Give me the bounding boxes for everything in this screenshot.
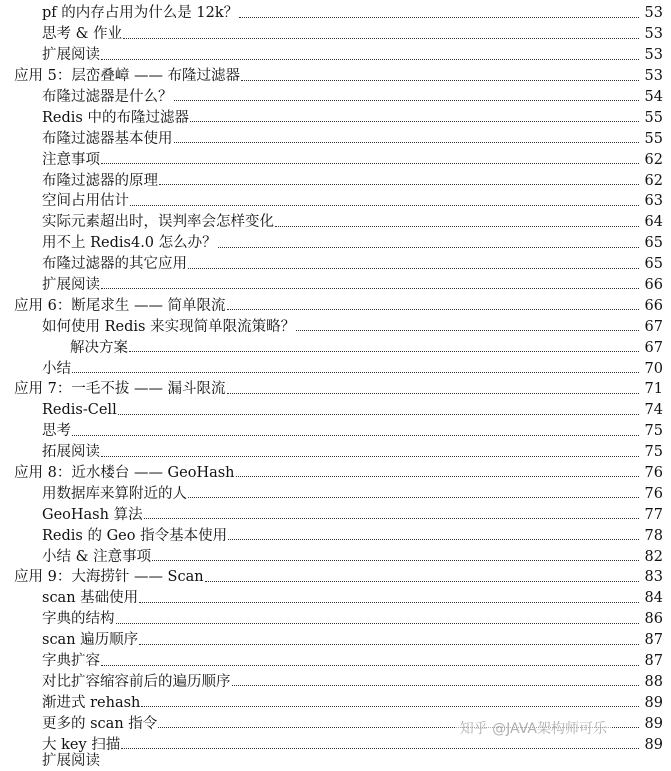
toc-entry-title: GeoHash 算法 bbox=[42, 506, 143, 523]
toc-page-number: 75 bbox=[644, 444, 663, 461]
toc-page-number: 86 bbox=[644, 611, 663, 628]
toc-chapter-entry[interactable] bbox=[0, 295, 671, 316]
toc-dot-leader bbox=[236, 475, 639, 477]
cut-off-toc-line: 扩展阅读 bbox=[42, 753, 100, 769]
toc-entry-title: 应用 8：近水楼台 —— GeoHash bbox=[14, 465, 235, 482]
toc-dot-leader bbox=[123, 37, 639, 39]
toc-entry-title: 字典扩容 bbox=[42, 653, 100, 670]
toc-dot-leader bbox=[227, 392, 639, 394]
toc-page-number: 77 bbox=[644, 506, 663, 523]
toc-dot-leader bbox=[116, 622, 640, 624]
toc-page-number: 82 bbox=[644, 548, 663, 565]
toc-entry-title: 思考 bbox=[42, 423, 71, 440]
toc-page-number: 54 bbox=[644, 89, 663, 105]
toc-section-entry[interactable] bbox=[0, 400, 671, 421]
toc-dot-leader bbox=[118, 413, 639, 415]
toc-page-number: 65 bbox=[644, 256, 663, 273]
toc-dot-leader bbox=[129, 350, 639, 352]
toc-dot-leader bbox=[72, 434, 639, 436]
toc-dot-leader bbox=[141, 705, 639, 707]
toc-dot-leader bbox=[130, 204, 639, 206]
toc-page-number: 55 bbox=[644, 109, 663, 126]
toc-page-number: 88 bbox=[644, 673, 663, 690]
toc-dot-leader bbox=[228, 538, 639, 540]
toc-section-entry[interactable] bbox=[0, 546, 671, 567]
toc-page-number: 67 bbox=[644, 339, 663, 356]
toc-page-number: 64 bbox=[644, 214, 663, 231]
toc-section-entry[interactable] bbox=[0, 504, 671, 525]
toc-dot-leader bbox=[72, 371, 639, 373]
toc-section-entry[interactable] bbox=[0, 316, 671, 337]
toc-section-entry[interactable] bbox=[0, 358, 671, 379]
toc-entry-title: 更多的 scan 指令 bbox=[42, 715, 158, 732]
toc-page-number: 71 bbox=[644, 381, 663, 398]
toc-entry-title: 扩展阅读 bbox=[42, 277, 100, 294]
toc-dot-leader bbox=[218, 246, 639, 248]
toc-dot-leader bbox=[227, 308, 639, 310]
toc-entry-title: 应用 6：断尾求生 —— 简单限流 bbox=[14, 297, 226, 314]
toc-section-entry[interactable] bbox=[0, 191, 671, 212]
toc-dot-leader bbox=[139, 601, 639, 603]
toc-entry-title: 用数据库来算附近的人 bbox=[42, 485, 187, 502]
toc-entry-title: 实际元素超出时，误判率会怎样变化 bbox=[42, 214, 274, 231]
toc-entry-title: 注意事项 bbox=[42, 151, 100, 168]
toc-section-entry[interactable] bbox=[0, 3, 671, 24]
toc-page-number: 62 bbox=[644, 172, 663, 189]
toc-dot-leader bbox=[241, 79, 639, 81]
toc-entry-title: 思考 & 作业 bbox=[42, 26, 123, 43]
toc-section-entry[interactable] bbox=[0, 588, 671, 609]
toc-section-entry[interactable] bbox=[0, 254, 671, 275]
toc-page-number: 70 bbox=[644, 360, 663, 377]
toc-section-entry[interactable] bbox=[0, 45, 671, 66]
toc-page-number: 76 bbox=[644, 485, 663, 502]
toc-section-entry[interactable] bbox=[0, 233, 671, 254]
toc-page-number: 83 bbox=[644, 569, 663, 586]
toc-page-number: 66 bbox=[644, 297, 663, 314]
toc-dot-leader bbox=[101, 455, 639, 457]
toc-chapter-entry[interactable] bbox=[0, 66, 671, 87]
toc-page-number: 76 bbox=[644, 465, 663, 482]
toc-entry-title: 空间占用估计 bbox=[42, 193, 129, 210]
toc-entry-title: 扩展阅读 bbox=[42, 47, 100, 64]
toc-section-entry[interactable] bbox=[0, 421, 671, 442]
toc-dot-leader bbox=[188, 267, 639, 269]
toc-dot-leader bbox=[239, 16, 639, 18]
toc-page-number: 87 bbox=[644, 653, 663, 670]
toc-dot-leader bbox=[174, 99, 640, 101]
toc-section-entry[interactable] bbox=[0, 442, 671, 463]
toc-section-entry[interactable] bbox=[0, 128, 671, 149]
toc-section-entry[interactable] bbox=[0, 692, 671, 713]
zhihu-watermark: 知乎 @JAVA架构师可乐 bbox=[456, 716, 611, 740]
toc-section-entry[interactable] bbox=[0, 630, 671, 651]
toc-page-number: 89 bbox=[644, 715, 663, 732]
toc-dot-leader bbox=[144, 517, 639, 519]
toc-entry-title: 大 key 扫描 bbox=[42, 736, 121, 753]
toc-section-entry[interactable] bbox=[0, 212, 671, 233]
toc-page-number: 53 bbox=[644, 5, 663, 22]
toc-dot-leader bbox=[296, 329, 639, 331]
toc-dot-leader bbox=[205, 580, 639, 582]
toc-section-entry[interactable] bbox=[0, 149, 671, 170]
toc-page-number: 53 bbox=[644, 26, 663, 43]
toc-section-entry[interactable] bbox=[0, 275, 671, 296]
toc-chapter-entry[interactable] bbox=[0, 567, 671, 588]
toc-dot-leader bbox=[152, 559, 639, 561]
toc-section-entry[interactable] bbox=[0, 170, 671, 191]
toc-chapter-entry[interactable] bbox=[0, 379, 671, 400]
toc-dot-leader bbox=[188, 496, 639, 498]
toc-dot-leader bbox=[101, 58, 639, 60]
toc-dot-leader bbox=[174, 141, 640, 143]
toc-page-number: 74 bbox=[644, 402, 663, 419]
toc-section-entry[interactable] bbox=[0, 87, 671, 108]
toc-entry-title: 应用 5：层峦叠嶂 —— 布隆过滤器 bbox=[14, 68, 241, 85]
toc-section-entry[interactable] bbox=[0, 337, 671, 358]
toc-entry-title: 应用 7：一毛不拔 —— 漏斗限流 bbox=[14, 381, 226, 398]
toc-entry-title: pf 的内存占用为什么是 12k？ bbox=[42, 5, 239, 22]
toc-entry-title: Redis 中的布隆过滤器 bbox=[42, 109, 189, 126]
toc-dot-leader bbox=[121, 747, 639, 749]
toc-entry-title: 应用 9：大海捞针 —— Scan bbox=[14, 569, 204, 586]
toc-entry-title: 布隆过滤器的其它应用 bbox=[42, 256, 187, 273]
toc-entry-title: 拓展阅读 bbox=[42, 444, 100, 461]
toc-entry-title: 小结 & 注意事项 bbox=[42, 548, 152, 565]
toc-entry-title: 布隆过滤器基本使用 bbox=[42, 130, 173, 147]
toc-page-number: 65 bbox=[644, 235, 663, 252]
toc-entry-title: 布隆过滤器的原理 bbox=[42, 172, 158, 189]
toc-page-number: 53 bbox=[644, 47, 663, 64]
toc-dot-leader bbox=[275, 225, 639, 227]
toc-page-number: 63 bbox=[644, 193, 663, 210]
toc-section-entry[interactable] bbox=[0, 609, 671, 630]
toc-chapter-entry[interactable] bbox=[0, 463, 671, 484]
toc-page-number: 53 bbox=[644, 68, 663, 85]
toc-dot-leader bbox=[101, 664, 639, 666]
toc-section-entry[interactable] bbox=[0, 107, 671, 128]
toc-entry-title: scan 基础使用 bbox=[42, 590, 139, 607]
toc-dot-leader bbox=[190, 120, 639, 122]
toc-entry-title: 渐进式 rehash bbox=[42, 694, 141, 711]
table-of-contents bbox=[0, 3, 671, 755]
toc-page-number: 67 bbox=[644, 318, 663, 335]
toc-page-number: 62 bbox=[644, 151, 663, 168]
toc-entry-title: Redis 的 Geo 指令基本使用 bbox=[42, 527, 228, 544]
toc-entry-title: 小结 bbox=[42, 360, 71, 377]
toc-page-number: 89 bbox=[644, 694, 663, 711]
toc-entry-title: 字典的结构 bbox=[42, 611, 115, 628]
toc-page-number: 66 bbox=[644, 277, 663, 294]
toc-section-entry[interactable] bbox=[0, 483, 671, 504]
toc-page-number: 89 bbox=[644, 736, 663, 753]
toc-page-number: 87 bbox=[644, 632, 663, 649]
toc-page-number: 84 bbox=[644, 590, 663, 607]
toc-entry-title: 解决方案 bbox=[70, 339, 128, 356]
toc-page-number: 75 bbox=[644, 423, 663, 440]
toc-section-entry[interactable] bbox=[0, 672, 671, 693]
toc-section-entry[interactable] bbox=[0, 525, 671, 546]
toc-entry-title: 对比扩容缩容前后的遍历顺序 bbox=[42, 673, 231, 690]
toc-dot-leader bbox=[139, 643, 639, 645]
toc-page-number: 78 bbox=[644, 527, 663, 544]
toc-entry-title: 如何使用 Redis 来实现简单限流策略？ bbox=[42, 318, 296, 335]
toc-page-number: 55 bbox=[644, 130, 663, 147]
toc-entry-title: 用不上 Redis4.0 怎么办？ bbox=[42, 235, 217, 252]
toc-entry-title: scan 遍历顺序 bbox=[42, 632, 139, 649]
toc-dot-leader bbox=[101, 287, 639, 289]
toc-entry-title: Redis-Cell bbox=[42, 402, 117, 419]
toc-dot-leader bbox=[232, 684, 640, 686]
toc-section-entry[interactable] bbox=[0, 651, 671, 672]
toc-section-entry[interactable] bbox=[0, 24, 671, 45]
toc-dot-leader bbox=[101, 162, 639, 164]
toc-entry-title: 布隆过滤器是什么？ bbox=[42, 89, 173, 105]
toc-dot-leader bbox=[159, 183, 639, 185]
